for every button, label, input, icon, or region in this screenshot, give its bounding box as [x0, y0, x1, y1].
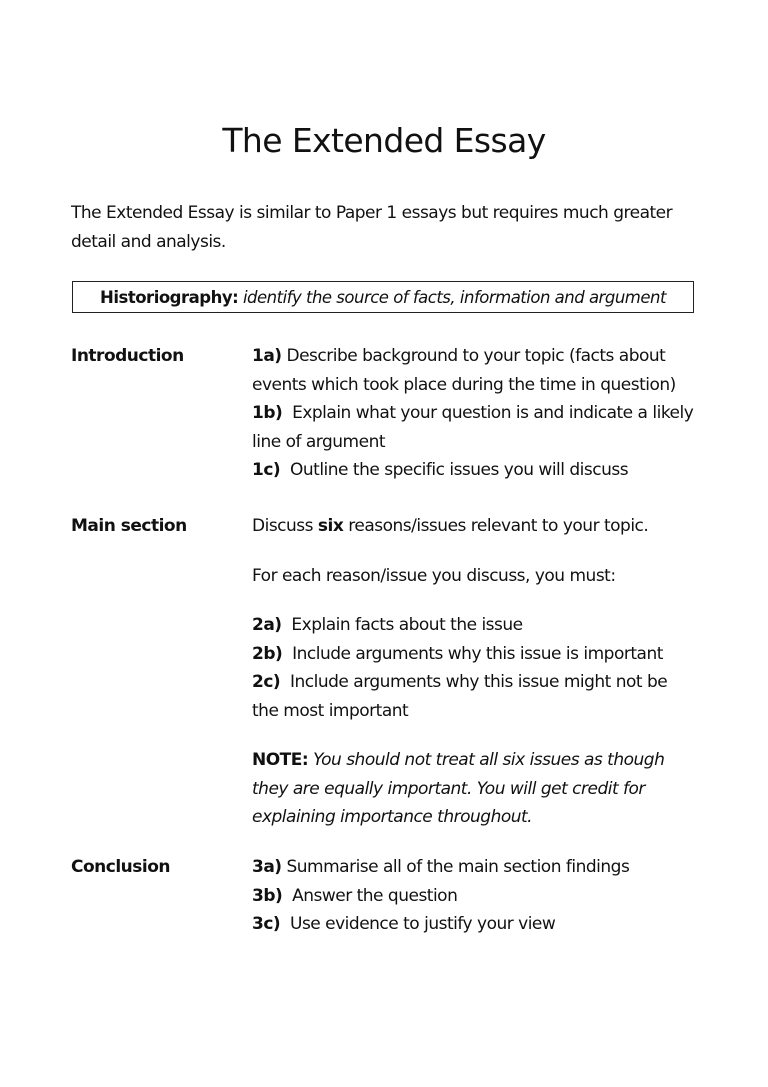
main-item-2a — [252, 611, 712, 640]
discuss-post: reasons/issues relevant to your topic. — [343, 516, 649, 536]
discuss-pre: Discuss — [252, 516, 318, 536]
item-text: Describe background to your topic (facts about — [286, 346, 666, 366]
note-label: NOTE: — [252, 750, 309, 770]
intro-line: The Extended Essay is similar to Paper 1 essays but requires much greater — [71, 203, 673, 223]
conclusion-content — [252, 853, 712, 939]
historiography-text: identify the source of facts, information and argument — [242, 288, 666, 307]
introduction-label: Introduction — [71, 346, 184, 366]
item-tag: 2a) — [252, 615, 282, 635]
main-item-2b — [252, 640, 712, 669]
item-tag: 2b) — [252, 643, 283, 664]
item-text: Answer the question — [292, 885, 458, 906]
spacer — [252, 541, 712, 562]
item-text: Explain facts about the issue — [291, 615, 523, 635]
discuss-line — [252, 512, 712, 541]
item-text: Include arguments why this issue is important — [292, 643, 663, 664]
main-item-2c — [252, 668, 712, 697]
each-reason-line: For each reason/issue you discuss, you must: — [252, 565, 616, 586]
introduction-item-1b — [252, 399, 712, 428]
conclusion-item-3b — [252, 882, 712, 911]
spacer — [252, 725, 712, 746]
main-section-content — [252, 512, 712, 832]
item-text-continued: events which took place during the time in question) — [252, 374, 676, 395]
conclusion-label: Conclusion — [71, 857, 170, 877]
item-tag: 1a) — [252, 346, 282, 366]
note-line — [252, 746, 712, 775]
intro-line: detail and analysis. — [71, 232, 226, 252]
intro-paragraph — [71, 199, 711, 257]
note-text-continued: they are equally important. You will get credit for — [252, 778, 645, 799]
item-tag: 3a) — [252, 857, 282, 877]
item-tag: 1b) — [252, 403, 283, 423]
item-tag: 2c) — [252, 672, 281, 692]
conclusion-item-3a — [252, 853, 712, 882]
conclusion-item-3c — [252, 910, 712, 939]
introduction-content — [252, 342, 712, 485]
item-tag: 3c) — [252, 914, 281, 934]
item-text-continued: the most important — [252, 700, 409, 721]
item-tag: 1c) — [252, 460, 281, 480]
page-title: The Extended Essay — [222, 121, 546, 160]
introduction-item-1c — [252, 456, 712, 485]
note-text-continued: explaining importance throughout. — [252, 807, 533, 827]
item-text: Include arguments why this issue might not be — [290, 672, 668, 692]
discuss-bold: six — [317, 516, 344, 536]
introduction-item-1a — [252, 342, 712, 371]
item-text: Explain what your question is and indicate a likely — [292, 403, 694, 423]
item-text: Use evidence to justify your view — [290, 914, 556, 934]
historiography-box — [72, 281, 694, 313]
historiography-label: Historiography: — [100, 288, 239, 307]
item-text-continued: line of argument — [252, 431, 386, 452]
note-text: You should not treat all six issues as though — [313, 750, 665, 770]
spacer — [252, 590, 712, 611]
item-text: Summarise all of the main section findings — [286, 857, 630, 877]
item-text: Outline the specific issues you will discuss — [290, 460, 629, 480]
item-tag: 3b) — [252, 885, 283, 906]
main-section-label: Main section — [71, 516, 187, 536]
